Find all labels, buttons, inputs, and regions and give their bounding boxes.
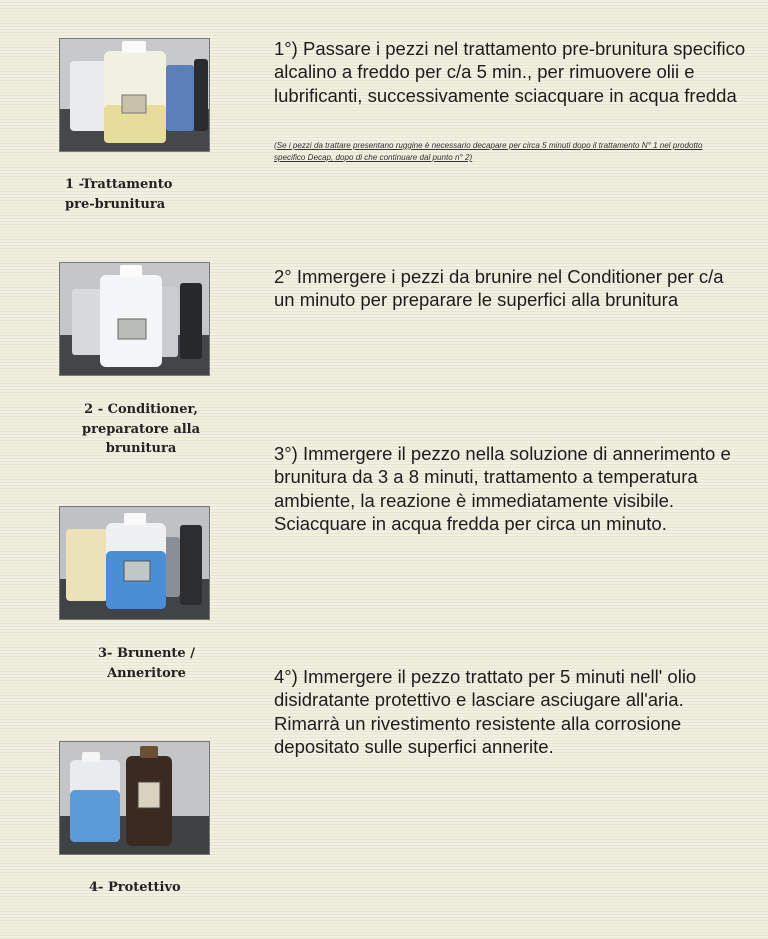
step-2-caption: 2 - Conditioner, preparatore alla brunitura	[82, 402, 201, 456]
step-3-text: 3°) Immergere il pezzo nella soluzione di annerimento e brunitura da 3 a 8 minuti, trattamento a temperatura ambiente, la reazione è immediatamente visibile. Sciacquare in acqua fredda per circa un minuto.	[274, 443, 731, 534]
product-photo-protettivo	[59, 741, 210, 855]
step-2-text: 2° Immergere i pezzi da brunire nel Conditioner per c/a un minuto per preparare le superfici alla brunitura	[274, 266, 724, 311]
step-3-caption: 3- Brunente / Anneritore	[98, 646, 195, 681]
product-photo-conditioner	[59, 262, 210, 376]
product-photo-pre-brunitura	[59, 38, 210, 152]
product-photo-brunente	[59, 506, 210, 620]
step-4-text: 4°) Immergere il pezzo trattato per 5 minuti nell' olio disidratante protettivo e lasciare asciugare all'aria. Rimarrà un rivestimento resistente alla corrosione depositato sulle superfici annerite.	[274, 666, 697, 757]
step-4-caption: 4- Protettivo	[89, 880, 181, 895]
step-1-note: (Se i pezzi da trattare presentano ruggine è necessario decapare per circa 5 minuti dopo il trattamento N° 1 nel prodotto specifico Decap, dopo di che continuare dal punto n° 2)	[274, 140, 703, 162]
step-1-caption: 1 -Trattamento pre-brunitura	[65, 177, 173, 212]
step-1-text: 1°) Passare i pezzi nel trattamento pre-brunitura specifico alcalino a freddo per c/a 5 min., per rimuovere olii e lubrificanti, successivamente sciacquare in acqua fredda	[274, 38, 746, 106]
